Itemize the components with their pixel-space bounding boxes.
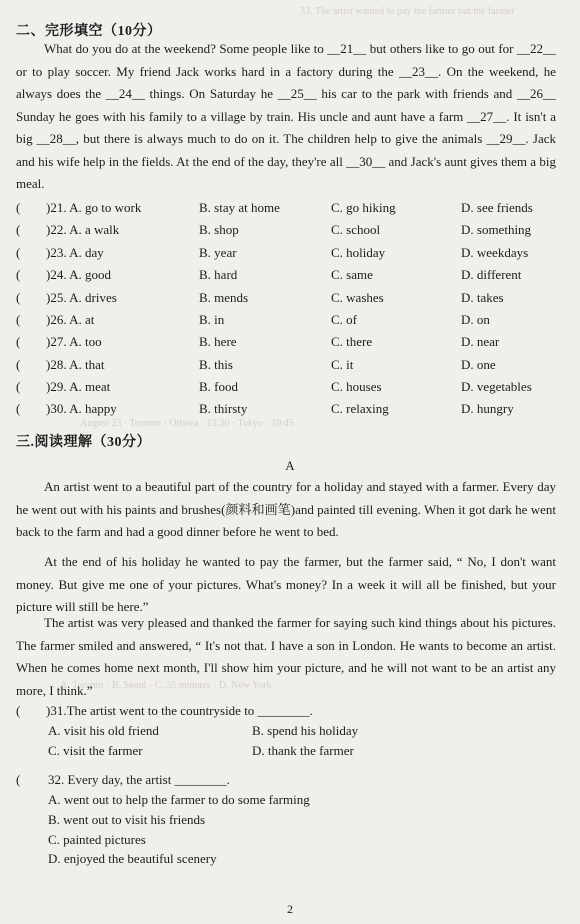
reading-paragraph-1 (16, 476, 556, 544)
q31-option-b: B. spend his holiday (252, 723, 359, 738)
page-number: 2 (287, 902, 293, 916)
option-a: )28. A. that (46, 357, 105, 372)
reading-paragraph-text: An artist went to a beautiful part of the country for a holiday and stayed with a farmer. Every day he went out with his paints and brushes(颜料和画笔)and painted till evening. When it got dark he went back to the farm and had a good dinner before he went to bed. (16, 479, 556, 539)
option-b: B. hard (199, 267, 238, 282)
answer-bracket[interactable]: ( (16, 357, 21, 372)
option-a: )29. A. meat (46, 379, 111, 394)
option-c: C. it (331, 357, 354, 372)
question-row-24 (16, 267, 566, 289)
option-a: )25. A. drives (46, 290, 117, 305)
option-d: D. weekdays (461, 245, 529, 260)
question-row-27 (16, 334, 566, 356)
option-d: D. takes (461, 290, 504, 305)
option-d: D. on (461, 312, 490, 327)
reading-paragraph-3 (16, 612, 556, 702)
option-c: C. houses (331, 379, 382, 394)
question-row-25 (16, 290, 566, 312)
option-b: B. here (199, 334, 237, 349)
answer-bracket[interactable]: ( (16, 401, 21, 416)
option-c: C. there (331, 334, 373, 349)
option-b: B. thirsty (199, 401, 248, 416)
option-a: )23. A. day (46, 245, 104, 260)
option-c: C. of (331, 312, 357, 327)
option-b: B. year (199, 245, 237, 260)
question-31-stem: )31.The artist went to the countryside to ________. (46, 703, 313, 718)
q32-option-a: A. went out to help the farmer to do some farming (48, 792, 310, 807)
cloze-passage (16, 38, 556, 196)
question-row-28 (16, 357, 566, 379)
q31-option-c: C. visit the farmer (48, 743, 143, 758)
option-a: )27. A. too (46, 334, 102, 349)
option-b: B. in (199, 312, 225, 327)
option-a: )26. A. at (46, 312, 95, 327)
bleed-through-text: 33. The artist wanted to pay the farmer but the farmer (300, 6, 515, 17)
option-c: C. washes (331, 290, 384, 305)
option-c: C. holiday (331, 245, 386, 260)
option-c: C. school (331, 222, 381, 237)
answer-bracket[interactable]: ( (16, 772, 21, 787)
answer-bracket[interactable]: ( (16, 703, 21, 718)
q32-option-c: C. painted pictures (48, 832, 146, 847)
answer-bracket[interactable]: ( (16, 312, 21, 327)
option-d: D. something (461, 222, 532, 237)
option-d: D. hungry (461, 401, 514, 416)
section-3-title: 三.阅读理解（30分） (16, 435, 151, 450)
question-row-26 (16, 312, 566, 334)
passage-label: A (285, 458, 295, 473)
bleed-through-text: A. Toronto · B. Seoul · C. 35 minutes · D. New York (60, 680, 272, 691)
question-row-29 (16, 379, 566, 401)
option-d: D. different (461, 267, 522, 282)
answer-bracket[interactable]: ( (16, 290, 21, 305)
answer-bracket[interactable]: ( (16, 222, 21, 237)
q32-option-d: D. enjoyed the beautiful scenery (48, 851, 217, 866)
bleed-through-text: August 23 · Toronto · Ottawa · 13:30 · Tokyo · 10:45 (80, 418, 295, 429)
answer-bracket[interactable]: ( (16, 200, 21, 215)
reading-paragraph-text: At the end of his holiday he wanted to pay the farmer, but the farmer said, “ No, I don't want money. But give me one of your pictures. What's money? In a week it will all be finished, but your picture will still be here.” (16, 554, 556, 614)
option-b: B. mends (199, 290, 249, 305)
question-32-stem: 32. Every day, the artist ________. (48, 772, 230, 787)
option-a: )30. A. happy (46, 401, 117, 416)
option-a: )24. A. good (46, 267, 111, 282)
answer-bracket[interactable]: ( (16, 267, 21, 282)
option-b: B. this (199, 357, 233, 372)
answer-bracket[interactable]: ( (16, 379, 21, 394)
option-b: B. shop (199, 222, 239, 237)
question-row-30 (16, 401, 566, 423)
option-c: C. go hiking (331, 200, 396, 215)
option-c: C. same (331, 267, 373, 282)
q31-option-d: D. thank the farmer (252, 743, 354, 758)
section-2-title: 二、完形填空（10分） (16, 24, 162, 39)
option-d: D. one (461, 357, 496, 372)
cloze-passage-text: What do you do at the weekend? Some people like to __21__ but others like to go out for __22__ or to play soccer. My friend Jack works hard in a factory during the __23__. On the weekend, he always does the __24__ things. On Saturday he __25__ his car to the park with friends and __26__ Sunday he goes with his family to a village by train. His uncle and aunt have a farm __27__. It isn't a big __28__, but there is always much to do on it. The children help to give the animals __29__. Jack and his wife help in the fields. At the end of the day, they're all __30__ and Jack's aunt gives them a big meal. (16, 41, 556, 191)
option-b: B. stay at home (199, 200, 280, 215)
option-c: C. relaxing (331, 401, 389, 416)
answer-bracket[interactable]: ( (16, 245, 21, 260)
option-d: D. near (461, 334, 500, 349)
question-row-23 (16, 245, 566, 267)
reading-paragraph-2 (16, 551, 556, 619)
q31-option-a: A. visit his old friend (48, 723, 159, 738)
option-d: D. see friends (461, 200, 533, 215)
option-a: )22. A. a walk (46, 222, 120, 237)
question-row-22 (16, 222, 566, 244)
option-a: )21. A. go to work (46, 200, 142, 215)
answer-bracket[interactable]: ( (16, 334, 21, 349)
reading-paragraph-text: The artist was very pleased and thanked the farmer for saying such kind things about his pictures. The farmer smiled and answered, “ It's not that. I have a son in London. He wants to become an artist. When he comes home next month, I'll show him your picture, and he will not want to be an artist any more, I think.” (16, 615, 556, 698)
question-row-21 (16, 200, 566, 222)
option-b: B. food (199, 379, 238, 394)
option-d: D. vegetables (461, 379, 532, 394)
q32-option-b: B. went out to visit his friends (48, 812, 206, 827)
